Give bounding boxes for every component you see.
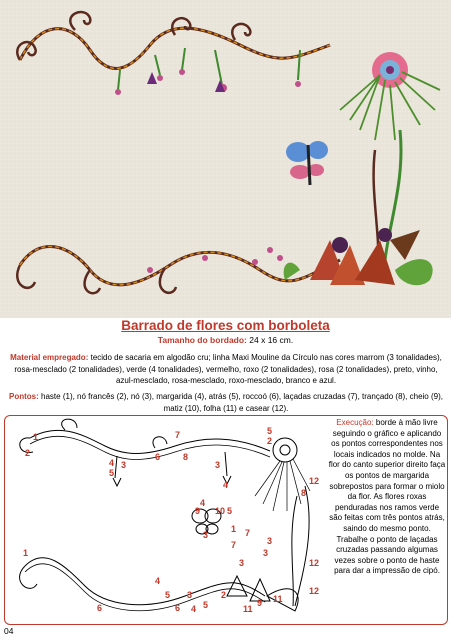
stitch-number-label: 7 (245, 528, 251, 538)
stitch-number-label: 6 (97, 603, 103, 613)
stitch-number-label: 6 (175, 603, 181, 613)
stitch-number-label: 5 (227, 506, 233, 516)
size-label: Tamanho do bordado: (157, 335, 247, 345)
stitch-number-label: 9 (257, 598, 263, 608)
stitch-number-label: 3 (121, 460, 127, 470)
stitch-number-label: 5 (109, 468, 115, 478)
stitch-number-label: 4 (109, 458, 115, 468)
stitches-paragraph (6, 391, 446, 414)
stitch-number-label: 3 (203, 530, 209, 540)
stitch-number-label: 5 (267, 426, 273, 436)
stitch-number-label: 11 (243, 604, 253, 614)
stitch-number-label: 1 (23, 548, 29, 558)
stitch-number-label: 7 (231, 540, 237, 550)
page-title: Barrado de flores com borboleta (121, 318, 330, 333)
stitch-number-label: 4 (223, 480, 229, 490)
stitch-number-label: 3 (263, 548, 269, 558)
size-value: 24 x 16 cm. (249, 335, 294, 345)
stitch-number-label: 6 (155, 452, 161, 462)
materials-paragraph (6, 352, 446, 387)
embroidery-size (0, 335, 451, 345)
execution-text: borde à mão livre seguindo o gráfico e aplicando os pontos correspondentes nos locais indicados no molde. Na flor do canto superior direito faça os pontos de margarida sobrepostos para formar o miolo da flor. As flores roxas penduradas nos ramos verde são feitas com três pontos atrás, saindo do mesmo ponto. Trabalhe o ponto de laçadas cruzadas passando algumas vezes sobre o ponto de haste para dar a impressão de cipó. (328, 418, 446, 576)
stitch-number-label: 8 (301, 488, 307, 498)
stitch-number-label: 1 (231, 524, 237, 534)
stitch-number-label: 2 (25, 448, 31, 458)
stitch-number-label: 5 (165, 590, 171, 600)
stitch-number-label: 3 (267, 536, 273, 546)
stitches-text: haste (1), nó francês (2), nó (3), margarida (4), atrás (5), roccoó (6), laçadas cruzadas (7), trançado (8), cheio (9), matiz (10), folha (11) e casear (12). (41, 392, 443, 413)
materials-text: tecido de sacaria em algodão cru; linha Maxi Mouline da Círculo nas cores marrom (3 tonalidades), rosa-mesclado (2 tonalidades), verde (4 tonalidades), vermelho, roxo (2 tonalidades), rosa (2 tonalidades), preto, vinho, azul-mesclado, rosa-mesclado, roxo-mesclado, branco e azul. (14, 353, 442, 385)
stitches-label: Pontos: (9, 392, 39, 401)
stitch-number-label: 3 (239, 558, 245, 568)
stitch-number-label: 4 (191, 604, 197, 614)
stitch-number-label: 12 (309, 558, 320, 568)
stitch-number-label: 7 (175, 430, 181, 440)
stitch-number-label: 4 (200, 498, 206, 508)
stitch-number-label: 3 (187, 590, 193, 600)
embroidery-photo (0, 0, 451, 318)
execution-label: Execução: (336, 418, 374, 427)
stitch-number-label: 5 (203, 600, 209, 610)
stitch-number-label: 4 (155, 576, 161, 586)
page-number: 04 (4, 626, 14, 636)
stitch-number-label: 8 (183, 452, 189, 462)
stitch-number-label: 10 (215, 506, 226, 516)
execution-paragraph (328, 418, 446, 577)
stitch-number-label: 12 (309, 586, 320, 596)
stitch-number-label: 2 (221, 590, 227, 600)
stitch-number-label: 12 (309, 476, 320, 486)
stitch-number-label: 11 (273, 594, 283, 604)
stitch-number-label: 2 (267, 436, 273, 446)
materials-label: Material empregado: (10, 353, 89, 362)
stitch-number-label: 3 (215, 460, 221, 470)
stitch-number-label: 9 (195, 506, 201, 516)
stitch-number-label: 1 (33, 432, 39, 442)
